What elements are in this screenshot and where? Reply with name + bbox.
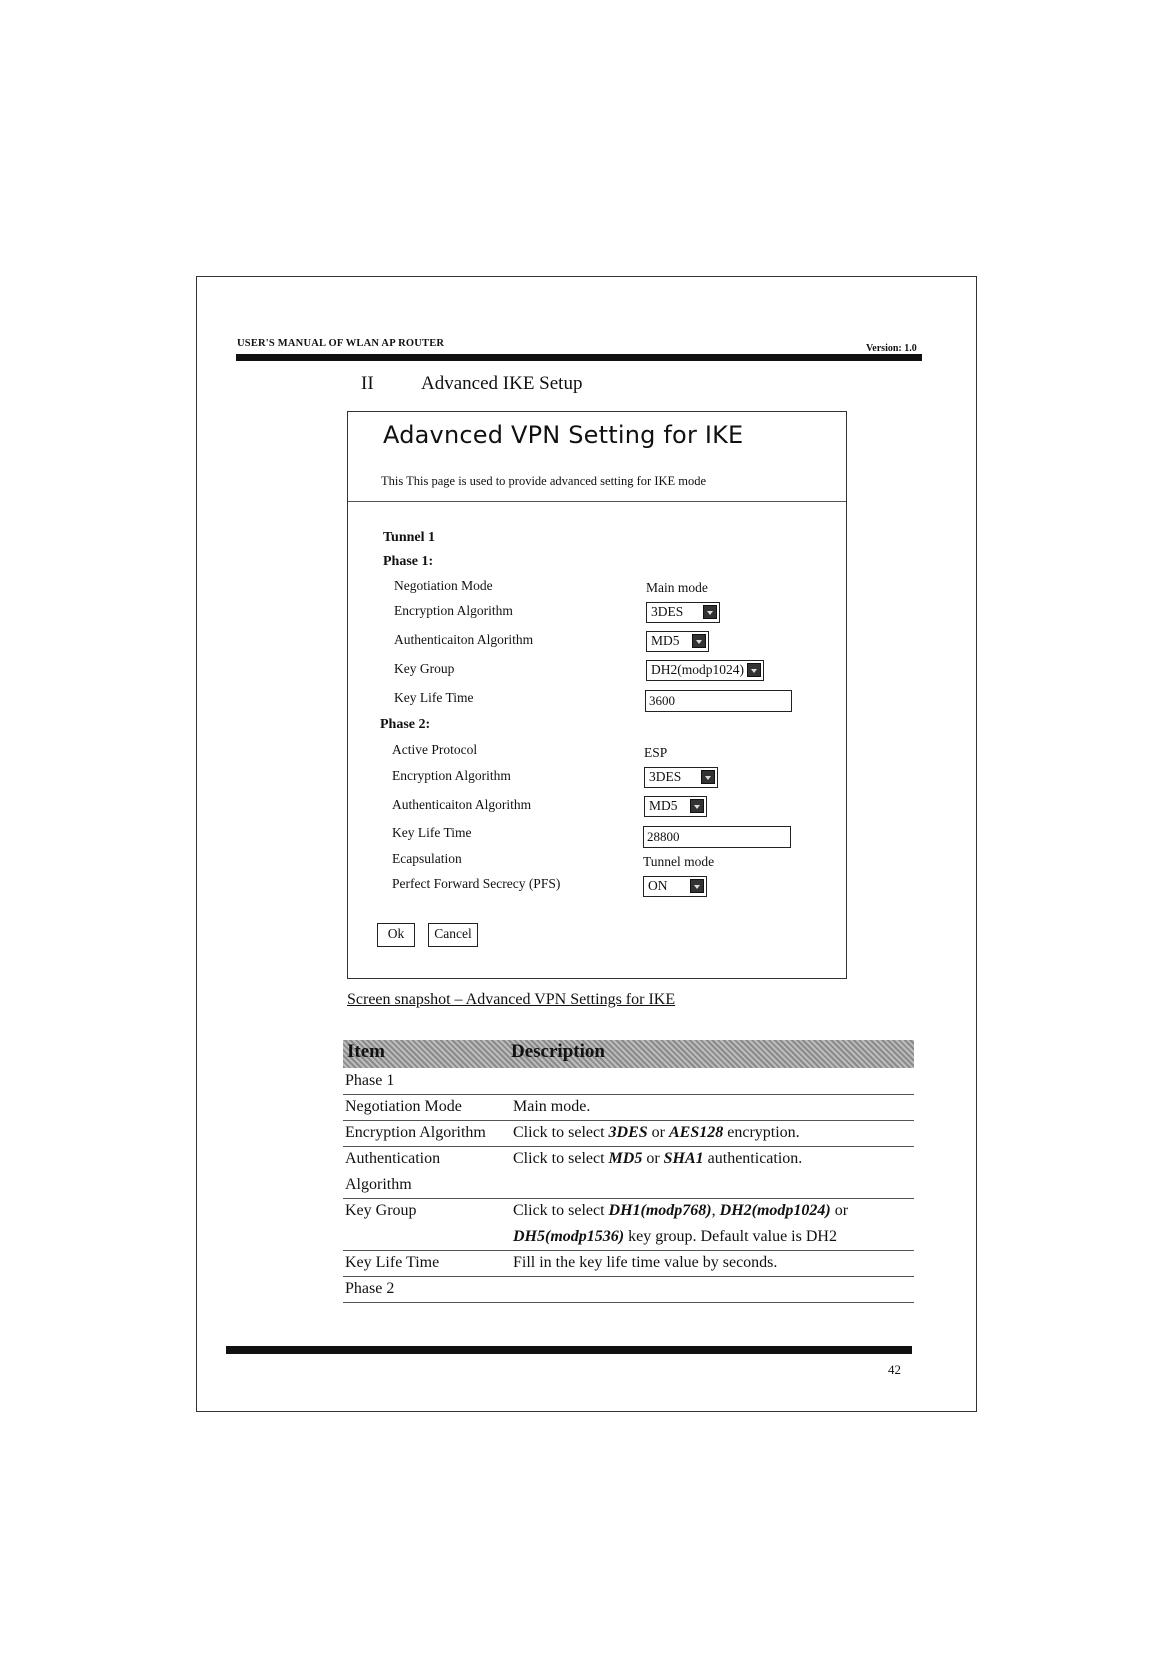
p2-protocol-value: ESP [644, 745, 668, 760]
p2-pfs-value: ON [648, 878, 668, 893]
chevron-down-icon [690, 799, 704, 813]
chevron-down-icon [701, 770, 715, 784]
p2-authentication-select[interactable] [644, 796, 707, 817]
p2-encryption-value: 3DES [649, 769, 682, 784]
row-description: Click to select 3DES or AES128 encryption. [513, 1124, 800, 1141]
panel-title: Adavnced VPN Setting for IKE [383, 421, 744, 449]
footer-rule [226, 1346, 912, 1354]
header-rule [236, 354, 922, 361]
p2-keylife-label: Key Life Time [392, 825, 472, 840]
section-number: II [361, 373, 374, 394]
row-item: Authentication Algorithm [345, 1150, 441, 1193]
p1-encryption-value: 3DES [651, 604, 684, 619]
chevron-down-icon [690, 879, 704, 893]
p2-encryption-select[interactable] [644, 767, 718, 788]
chevron-down-icon [692, 634, 706, 648]
p1-keygroup-select[interactable] [646, 660, 764, 681]
table-row [343, 1120, 914, 1147]
page-number: 42 [888, 1362, 901, 1377]
p2-authentication-label: Authenticaiton Algorithm [392, 797, 532, 812]
p1-authentication-select[interactable] [646, 631, 709, 652]
p2-pfs-select[interactable] [643, 876, 707, 897]
chevron-down-icon [703, 605, 717, 619]
p2-encapsulation-value: Tunnel mode [643, 854, 715, 869]
section-heading [361, 373, 582, 395]
ok-button[interactable]: Ok [377, 923, 415, 947]
row-item: Negotiation Mode [345, 1098, 462, 1115]
p1-encryption-select[interactable] [646, 602, 720, 623]
table-row [343, 1094, 914, 1121]
p2-protocol-label: Active Protocol [392, 742, 478, 757]
table-row [343, 1276, 914, 1303]
row-description: Fill in the key life time value by seconds. [513, 1254, 778, 1271]
version-label: Version: 1.0 [866, 343, 917, 354]
row-description: Click to select MD5 or SHA1 authentication. [513, 1150, 803, 1167]
p2-authentication-value: MD5 [649, 798, 678, 813]
p1-keygroup-value: DH2(modp1024) [651, 662, 744, 677]
row-item: Key Group [345, 1202, 417, 1219]
panel-description: This This page is used to provide advanced setting for IKE mode [381, 474, 707, 488]
p1-authentication-value: MD5 [651, 633, 680, 648]
table-row [343, 1198, 914, 1251]
section-title: Advanced IKE Setup [421, 373, 583, 394]
p1-negotiation-value: Main mode [646, 580, 708, 595]
figure-caption: Screen snapshot – Advanced VPN Settings for IKE [347, 991, 676, 1008]
phase1-label: Phase 1: [383, 554, 434, 569]
row-item: Encryption Algorithm [345, 1124, 486, 1141]
cancel-button[interactable]: Cancel [428, 923, 478, 947]
row-description: Click to select DH1(modp768), DH2(modp1024) or DH5(modp1536) key group. Default value is DH2 [513, 1202, 849, 1245]
p1-authentication-label: Authenticaiton Algorithm [394, 632, 534, 647]
table-row [343, 1250, 914, 1277]
p2-keylife-value: 28800 [647, 829, 680, 844]
row-item: Phase 2 [345, 1280, 395, 1297]
row-description: Main mode. [513, 1098, 591, 1115]
p2-pfs-label: Perfect Forward Secrecy (PFS) [392, 876, 561, 891]
p1-keylife-label: Key Life Time [394, 690, 474, 705]
manual-title: USER'S MANUAL OF WLAN AP ROUTER [237, 338, 445, 349]
row-item: Phase 1 [345, 1072, 395, 1089]
p1-keylife-value: 3600 [649, 693, 675, 708]
table-row [343, 1146, 914, 1199]
p2-encapsulation-label: Ecapsulation [392, 851, 462, 866]
table-header [343, 1040, 914, 1068]
header-description: Description [511, 1041, 605, 1062]
table-row [343, 1068, 914, 1095]
p1-negotiation-label: Negotiation Mode [394, 578, 493, 593]
header-item: Item [347, 1041, 385, 1062]
phase2-label: Phase 2: [380, 717, 431, 732]
tunnel-label: Tunnel 1 [383, 530, 436, 545]
p1-keylife-input[interactable] [645, 690, 792, 712]
panel-divider [348, 501, 846, 502]
p2-encryption-label: Encryption Algorithm [392, 768, 511, 783]
p1-keygroup-label: Key Group [394, 661, 455, 676]
p1-encryption-label: Encryption Algorithm [394, 603, 513, 618]
p2-keylife-input[interactable] [643, 826, 791, 848]
row-item: Key Life Time [345, 1254, 440, 1271]
chevron-down-icon [747, 663, 761, 677]
